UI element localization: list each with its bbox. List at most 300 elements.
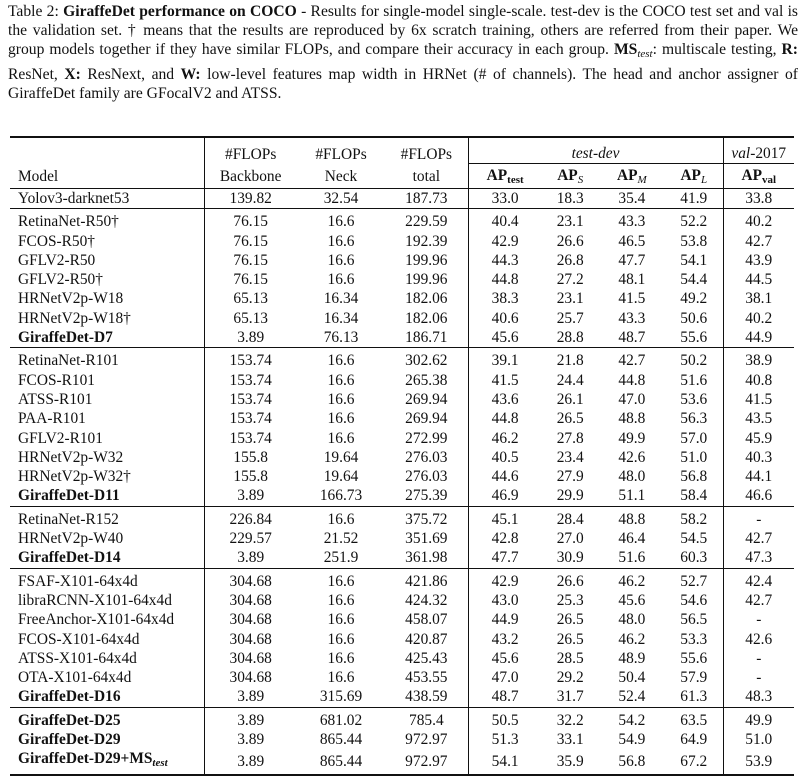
cell-ap: 38.3 [491, 290, 519, 308]
cell-neck: 16.6 [327, 649, 355, 667]
model-name: GiraffeDet-$D29+MS_{test}$ [10, 749, 204, 774]
cell-apm: 43.3 [618, 213, 646, 231]
cell-total: 438.59 [385, 687, 468, 707]
cell-apl: 64.9 [665, 730, 723, 749]
row-group [10, 506, 794, 568]
header-ap-m: $AP_M$ [599, 164, 665, 189]
header-model: Model [10, 164, 204, 189]
cell-val: - [756, 669, 762, 687]
cell-ap: 45.6 [491, 649, 519, 667]
cell-apm: 43.3 [618, 309, 646, 327]
cell-ap: 47.0 [491, 669, 519, 687]
cell-ap: 47.7 [491, 549, 519, 567]
cell-val: 38.9 [745, 352, 773, 370]
cell-aps: 26.5 [556, 630, 584, 648]
cell-aps: 23.1 [556, 290, 584, 308]
cell-apm: 49.9 [618, 429, 646, 447]
model-name: RetinaNet-R101 [10, 348, 204, 371]
cell-val: 41.5 [745, 390, 773, 408]
cell-aps: 26.1 [556, 390, 584, 408]
cell-ap: 44.3 [491, 251, 519, 269]
cell-backbone: 153.74 [229, 390, 272, 408]
table-row [10, 409, 794, 428]
cell-apm: 46.5 [618, 232, 646, 250]
cell-apm: 48.0 [618, 468, 646, 486]
cell-total: 276.03 [385, 467, 468, 486]
cell-neck: 865.44 [319, 752, 363, 770]
cell-apl: 50.2 [665, 348, 723, 371]
cell-apl: 57.0 [665, 429, 723, 448]
cell-aps: 28.5 [556, 649, 584, 667]
cell-ap: 39.1 [491, 352, 519, 370]
cell-total: 351.69 [385, 529, 468, 548]
table-row [10, 348, 794, 371]
cell-apm: 51.1 [618, 487, 646, 505]
model-name: libraRCNN-X101-64x4d [10, 591, 204, 610]
cell-val: - [756, 649, 762, 667]
cell-aps: 26.5 [556, 410, 584, 428]
cell-aps: 33.1 [556, 731, 584, 749]
cell-val: 40.2 [745, 213, 773, 231]
cell-apm: 48.7 [618, 329, 646, 347]
cell-backbone: 153.74 [229, 352, 272, 370]
cell-backbone: 65.13 [233, 290, 269, 308]
header-flops-total-2: total [385, 164, 468, 189]
cell-backbone: 3.89 [237, 329, 265, 347]
cell-ap: 51.3 [491, 731, 519, 749]
cell-neck: 16.6 [327, 232, 355, 250]
cell-neck: 16.6 [327, 390, 355, 408]
caption-ms: MS [613, 41, 638, 59]
cell-neck: 166.73 [319, 487, 363, 505]
cell-aps: 27.9 [556, 468, 584, 486]
cell-apl: 67.2 [665, 749, 723, 774]
cell-backbone: 76.15 [233, 271, 269, 289]
cell-neck: 16.6 [327, 251, 355, 269]
model-name: HRNetV2p-W18† [10, 309, 204, 328]
caption-r-text: ResNet, [8, 65, 65, 83]
cell-ap: 50.5 [491, 711, 519, 729]
cell-apm: 54.2 [618, 711, 646, 729]
cell-apm: 48.8 [618, 410, 646, 428]
cell-total: 375.72 [385, 506, 468, 529]
cell-val: 42.7 [745, 232, 773, 250]
header-flops-total-1: #FLOPs [385, 137, 468, 164]
header-ap-s: $AP_S$ [542, 164, 599, 189]
cell-backbone: 304.68 [229, 591, 272, 609]
header-flops-backbone-1: #FLOPs [204, 137, 297, 164]
model-name: HRNetV2p-W40 [10, 529, 204, 548]
cell-aps: 29.9 [556, 487, 584, 505]
table-row [10, 668, 794, 687]
cell-neck: 16.6 [327, 213, 355, 231]
cell-aps: 28.8 [556, 329, 584, 347]
model-name: Yolov3-darknet53 [10, 189, 204, 209]
cell-apl: 53.3 [665, 630, 723, 649]
row-group [10, 568, 794, 707]
cell-aps: 23.4 [556, 448, 584, 466]
cell-aps: 23.1 [556, 213, 584, 231]
cell-neck: 19.64 [323, 468, 359, 486]
model-name: FCOS-R101 [10, 371, 204, 390]
cell-apm: 42.7 [618, 352, 646, 370]
cell-neck: 16.6 [327, 630, 355, 648]
cell-total: 187.73 [385, 189, 468, 209]
table-row [10, 687, 794, 707]
cell-apl: 54.6 [665, 591, 723, 610]
header-ap-val: $AP_{val}$ [723, 164, 794, 189]
cell-neck: 16.34 [323, 309, 359, 327]
cell-ap: 33.0 [491, 190, 519, 207]
cell-total: 272.99 [385, 429, 468, 448]
cell-apl: 55.6 [665, 328, 723, 348]
cell-val: 44.5 [745, 271, 773, 289]
cell-ap: 45.1 [491, 510, 519, 528]
row-group [10, 189, 794, 209]
caption-x-text: ResNext, and [80, 65, 181, 83]
table-row [10, 328, 794, 348]
cell-apl: 56.5 [665, 610, 723, 629]
cell-total: 186.71 [385, 328, 468, 348]
table-caption [8, 2, 798, 103]
cell-apl: 52.7 [665, 568, 723, 591]
header-row-2 [10, 164, 794, 189]
cell-apm: 46.4 [618, 530, 646, 548]
cell-aps: 26.6 [556, 232, 584, 250]
cell-apm: 48.8 [618, 510, 646, 528]
table-row [10, 486, 794, 506]
header-flops-backbone-2: Backbone [204, 164, 297, 189]
model-name: HRNetV2p-W18 [10, 289, 204, 308]
cell-apl: 52.2 [665, 209, 723, 232]
model-name: HRNetV2p-W32 [10, 448, 204, 467]
table-row [10, 429, 794, 448]
model-name: FCOS-R50† [10, 232, 204, 251]
cell-total: 199.96 [385, 251, 468, 270]
model-name: GiraffeDet-D25 [10, 707, 204, 730]
cell-aps: 27.2 [556, 271, 584, 289]
cell-apl: 41.9 [665, 189, 723, 209]
cell-aps: 26.6 [556, 572, 584, 590]
table-row [10, 232, 794, 251]
cell-ap: 41.5 [491, 371, 519, 389]
cell-apl: 53.8 [665, 232, 723, 251]
cell-backbone: 153.74 [229, 410, 272, 428]
cell-ap: 42.9 [491, 572, 519, 590]
cell-apl: 54.5 [665, 529, 723, 548]
cell-val: - [756, 510, 762, 528]
cell-aps: 35.9 [556, 752, 584, 770]
cell-backbone: 3.89 [237, 487, 265, 505]
cell-val: - [756, 611, 762, 629]
cell-backbone: 65.13 [233, 309, 269, 327]
cell-backbone: 139.82 [229, 190, 272, 207]
model-name: ATSS-R101 [10, 390, 204, 409]
cell-apl: 51.6 [665, 371, 723, 390]
cell-ap: 40.6 [491, 309, 519, 327]
caption-text-1: - Results for single-model single-scale. test-dev is the COCO test set and val is the validation set. † means that the results are reproduced by 6x scratch training, others are referred from their paper. We group models together if they have similar FLOPs, and compare their accuracy in each group. [8, 3, 798, 59]
model-name: GiraffeDet-D14 [10, 548, 204, 568]
cell-aps: 21.8 [556, 352, 584, 370]
header-row-1 [10, 137, 794, 164]
header-flops-neck-1: #FLOPs [297, 137, 385, 164]
table-row [10, 270, 794, 289]
table-row [10, 189, 794, 209]
cell-ap: 44.9 [491, 611, 519, 629]
table-row [10, 467, 794, 486]
cell-backbone: 3.89 [237, 752, 265, 770]
cell-neck: 681.02 [319, 711, 363, 729]
cell-val: 53.9 [745, 752, 773, 770]
model-name: GFLV2-R50 [10, 251, 204, 270]
table-row [10, 591, 794, 610]
cell-total: 199.96 [385, 270, 468, 289]
cell-apl: 63.5 [665, 707, 723, 730]
cell-backbone: 304.68 [229, 611, 272, 629]
cell-neck: 865.44 [319, 731, 363, 749]
header-val: val-2017 [723, 137, 794, 164]
cell-apm: 52.4 [618, 688, 646, 706]
table-row [10, 548, 794, 568]
cell-ap: 54.1 [491, 752, 519, 770]
model-name: HRNetV2p-W32† [10, 467, 204, 486]
cell-apm: 48.1 [618, 271, 646, 289]
cell-val: 46.6 [745, 487, 773, 505]
cell-apm: 47.0 [618, 390, 646, 408]
cell-total: 229.59 [385, 209, 468, 232]
cell-total: 275.39 [385, 486, 468, 506]
cell-ap: 46.2 [491, 429, 519, 447]
cell-backbone: 226.84 [229, 510, 272, 528]
cell-apm: 35.4 [618, 190, 646, 207]
cell-ap: 45.6 [491, 329, 519, 347]
caption-w: W: [180, 65, 201, 83]
table-row [10, 707, 794, 730]
cell-aps: 18.3 [556, 190, 584, 207]
cell-neck: 315.69 [319, 688, 363, 706]
cell-apl: 56.8 [665, 467, 723, 486]
cell-backbone: 3.89 [237, 549, 265, 567]
cell-val: 49.9 [745, 711, 773, 729]
table-row [10, 568, 794, 591]
cell-ap: 43.6 [491, 390, 519, 408]
cell-ap: 40.5 [491, 448, 519, 466]
model-name: FSAF-X101-64x4d [10, 568, 204, 591]
cell-apl: 49.2 [665, 289, 723, 308]
cell-val: 42.7 [745, 591, 773, 609]
cell-total: 182.06 [385, 289, 468, 308]
cell-backbone: 229.57 [229, 530, 272, 548]
model-name: ATSS-X101-64x4d [10, 649, 204, 668]
table-row [10, 529, 794, 548]
cell-val: 44.9 [745, 329, 773, 347]
row-group [10, 348, 794, 506]
cell-backbone: 304.68 [229, 630, 272, 648]
cell-neck: 19.64 [323, 448, 359, 466]
cell-apm: 48.9 [618, 649, 646, 667]
cell-apm: 54.9 [618, 731, 646, 749]
caption-title: GiraffeDet performance on COCO [63, 3, 297, 20]
cell-apl: 57.9 [665, 668, 723, 687]
cell-total: 182.06 [385, 309, 468, 328]
cell-neck: 16.6 [327, 371, 355, 389]
cell-backbone: 304.68 [229, 572, 272, 590]
cell-val: 40.3 [745, 448, 773, 466]
cell-total: 972.97 [385, 730, 468, 749]
cell-val: 42.4 [745, 572, 773, 590]
cell-aps: 32.2 [556, 711, 584, 729]
cell-backbone: 153.74 [229, 429, 272, 447]
table-row [10, 309, 794, 328]
cell-total: 269.94 [385, 390, 468, 409]
cell-backbone: 155.8 [233, 468, 269, 486]
cell-neck: 16.6 [327, 410, 355, 428]
cell-val: 51.0 [745, 731, 773, 749]
results-table [10, 136, 794, 776]
model-name: GFLV2-R101 [10, 429, 204, 448]
cell-apm: 56.8 [618, 752, 646, 770]
cell-apm: 51.6 [618, 549, 646, 567]
cell-backbone: 304.68 [229, 649, 272, 667]
cell-ap: 44.8 [491, 271, 519, 289]
table-row [10, 649, 794, 668]
table-row [10, 251, 794, 270]
cell-neck: 16.6 [327, 591, 355, 609]
cell-ap: 46.9 [491, 487, 519, 505]
cell-apm: 47.7 [618, 251, 646, 269]
cell-val: 40.2 [745, 309, 773, 327]
cell-apm: 50.4 [618, 669, 646, 687]
cell-apl: 51.0 [665, 448, 723, 467]
model-name: OTA-X101-64x4d [10, 668, 204, 687]
cell-total: 458.07 [385, 610, 468, 629]
cell-backbone: 155.8 [233, 448, 269, 466]
cell-neck: 16.6 [327, 669, 355, 687]
cell-ap: 48.7 [491, 688, 519, 706]
cell-val: 43.5 [745, 410, 773, 428]
cell-total: 192.39 [385, 232, 468, 251]
cell-neck: 76.13 [323, 329, 359, 347]
caption-x: X: [64, 65, 81, 83]
caption-label: Table 2: [8, 3, 59, 20]
cell-backbone: 3.89 [237, 731, 265, 749]
cell-val: 42.7 [745, 530, 773, 548]
cell-apl: 58.4 [665, 486, 723, 506]
model-name: GiraffeDet-D11 [10, 486, 204, 506]
header-ap-test: $AP_{test}$ [468, 164, 542, 189]
cell-ap: 43.0 [491, 591, 519, 609]
cell-apm: 41.5 [618, 290, 646, 308]
cell-backbone: 153.74 [229, 371, 272, 389]
cell-neck: 16.6 [327, 510, 355, 528]
model-name: FCOS-X101-64x4d [10, 630, 204, 649]
cell-total: 421.86 [385, 568, 468, 591]
model-name: GiraffeDet-D29 [10, 730, 204, 749]
model-name: RetinaNet-R152 [10, 506, 204, 529]
caption-ms-sub: test [637, 48, 653, 61]
cell-aps: 27.0 [556, 530, 584, 548]
cell-apl: 61.3 [665, 687, 723, 707]
caption-text-2: : multiscale testing, [652, 41, 782, 59]
cell-val: 33.8 [745, 190, 773, 207]
model-name: GiraffeDet-D7 [10, 328, 204, 348]
cell-neck: 16.6 [327, 429, 355, 447]
table-row [10, 289, 794, 308]
cell-val: 45.9 [745, 429, 773, 447]
cell-apm: 44.8 [618, 371, 646, 389]
cell-aps: 28.4 [556, 510, 584, 528]
cell-apl: 50.6 [665, 309, 723, 328]
cell-total: 265.38 [385, 371, 468, 390]
cell-ap: 44.6 [491, 468, 519, 486]
table-row [10, 630, 794, 649]
cell-total: 972.97 [385, 749, 468, 774]
cell-apm: 48.0 [618, 611, 646, 629]
cell-backbone: 76.15 [233, 251, 269, 269]
cell-val: 38.1 [745, 290, 773, 308]
cell-neck: 21.52 [323, 530, 359, 548]
cell-aps: 25.7 [556, 309, 584, 327]
cell-neck: 16.34 [323, 290, 359, 308]
cell-neck: 16.6 [327, 271, 355, 289]
table-row [10, 506, 794, 529]
cell-aps: 25.3 [556, 591, 584, 609]
cell-val: 42.6 [745, 630, 773, 648]
cell-apm: 46.2 [618, 572, 646, 590]
cell-val: 44.1 [745, 468, 773, 486]
cell-apl: 60.3 [665, 548, 723, 568]
row-group [10, 707, 794, 774]
cell-aps: 27.8 [556, 429, 584, 447]
cell-backbone: 76.15 [233, 232, 269, 250]
cell-aps: 30.9 [556, 549, 584, 567]
cell-total: 302.62 [385, 348, 468, 371]
caption-w-text: low-level features map width in HRNet (# of channels). The head and anchor assigner of GiraffeDet family are GFocalV2 and ATSS. [8, 65, 798, 102]
model-name: RetinaNet-R50† [10, 209, 204, 232]
cell-backbone: 76.15 [233, 213, 269, 231]
cell-apl: 55.6 [665, 649, 723, 668]
cell-total: 420.87 [385, 630, 468, 649]
cell-apm: 42.6 [618, 448, 646, 466]
cell-aps: 26.5 [556, 611, 584, 629]
cell-ap: 42.9 [491, 232, 519, 250]
cell-apl: 58.2 [665, 506, 723, 529]
cell-aps: 31.7 [556, 688, 584, 706]
cell-neck: 16.6 [327, 611, 355, 629]
cell-apl: 54.1 [665, 251, 723, 270]
cell-apl: 56.3 [665, 409, 723, 428]
cell-aps: 24.4 [556, 371, 584, 389]
cell-total: 425.43 [385, 649, 468, 668]
table-row [10, 730, 794, 749]
cell-neck: 16.6 [327, 572, 355, 590]
cell-apm: 45.6 [618, 591, 646, 609]
cell-total: 785.4 [385, 707, 468, 730]
cell-aps: 26.8 [556, 251, 584, 269]
model-name: GiraffeDet-D16 [10, 687, 204, 707]
model-name: PAA-R101 [10, 409, 204, 428]
cell-neck: 32.54 [323, 190, 359, 207]
caption-r: R: [781, 41, 798, 59]
table-row [10, 209, 794, 232]
cell-apl: 54.4 [665, 270, 723, 289]
cell-backbone: 3.89 [237, 688, 265, 706]
cell-val: 40.8 [745, 371, 773, 389]
header-ap-l: $AP_L$ [665, 164, 723, 189]
cell-aps: 29.2 [556, 669, 584, 687]
cell-val: 48.3 [745, 688, 773, 706]
header-test-dev: test-dev [468, 137, 723, 164]
